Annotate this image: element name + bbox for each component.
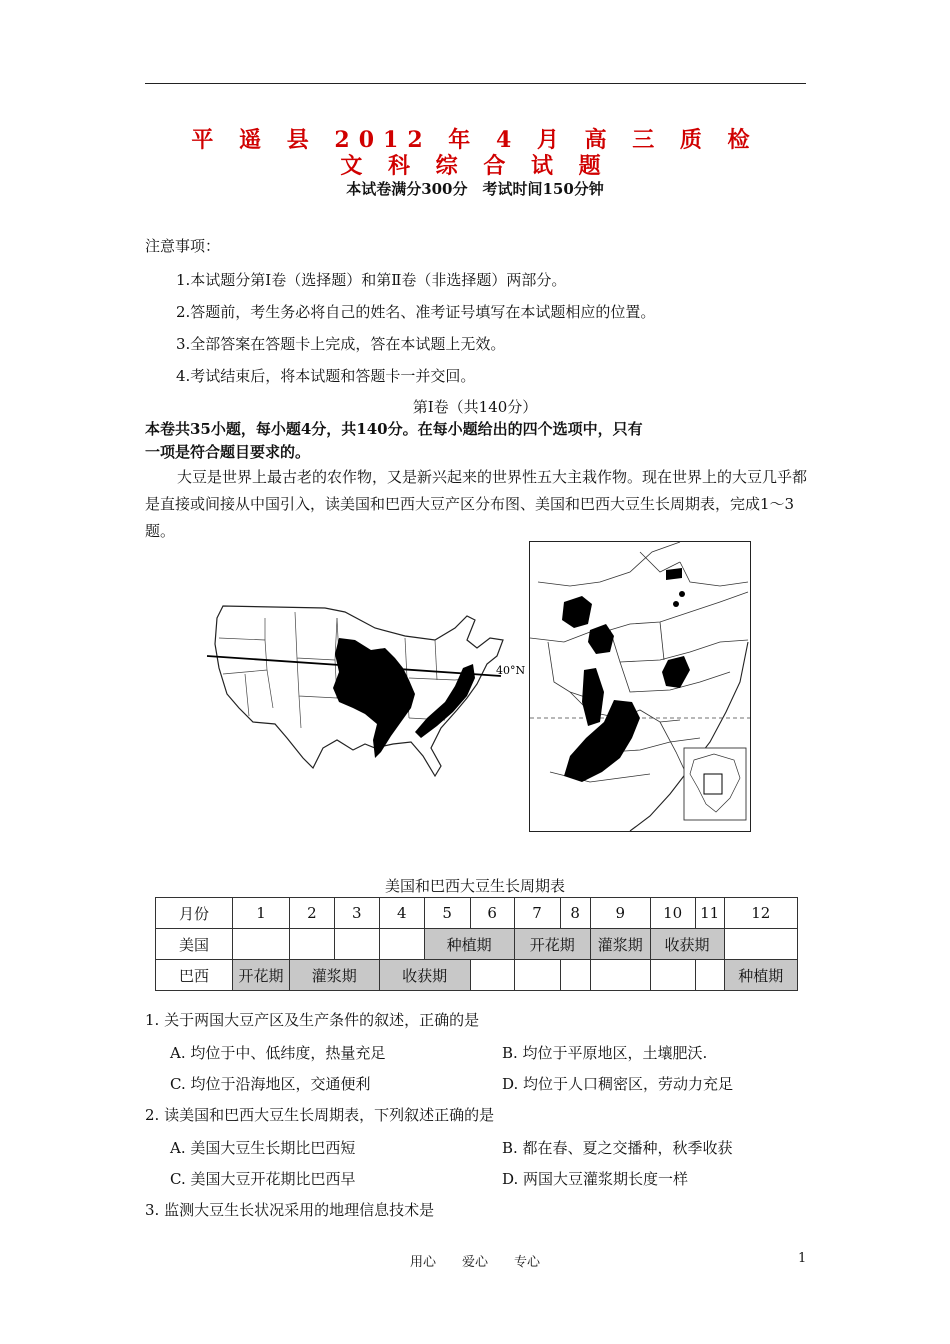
question-2-stem: 2. 读美国和巴西大豆生长周期表，下列叙述正确的是 xyxy=(145,1106,495,1124)
question-1-stem: 1. 关于两国大豆产区及生产条件的叙述，正确的是 xyxy=(145,1011,480,1029)
instruction-line1: 本卷共35小题，每小题4分，共140分。在每小题给出的四个选项中，只有 xyxy=(145,420,643,438)
section-heading: 第Ⅰ卷（共140分） xyxy=(412,398,538,416)
brazil-soy-region-1 xyxy=(562,596,592,628)
question-2-option-c: C. 美国大豆开花期比巴西早 xyxy=(170,1170,356,1188)
question-1-option-a: A. 均位于中、低纬度，热量充足 xyxy=(170,1044,386,1062)
brazil-label: 巴西 xyxy=(156,960,233,991)
notice-item-1: 1.本试题分第Ⅰ卷（选择题）和第Ⅱ卷（非选择题）两部分。 xyxy=(176,271,567,289)
question-3-stem: 3. 监测大豆生长状况采用的地理信息技术是 xyxy=(145,1201,435,1219)
month-9: 9 xyxy=(590,898,650,929)
brazil-soy-region-south-north xyxy=(582,668,604,726)
brazil-harvest: 收获期 xyxy=(379,960,470,991)
brazil-flowering: 开花期 xyxy=(233,960,290,991)
latitude-40n-label: 40°N xyxy=(496,664,525,677)
brazil-cell-empty xyxy=(514,960,560,991)
usa-planting: 种植期 xyxy=(424,929,514,960)
month-8: 8 xyxy=(560,898,590,929)
brazil-soybean-map xyxy=(529,541,751,832)
exam-title-line2: 文 科 综 合 试 题 xyxy=(340,153,610,179)
brazil-soy-region-4 xyxy=(666,568,682,580)
usa-cell-empty xyxy=(233,929,290,960)
month-3: 3 xyxy=(334,898,379,929)
month-10: 10 xyxy=(650,898,695,929)
usa-cell-empty xyxy=(289,929,334,960)
month-4: 4 xyxy=(379,898,424,929)
usa-label: 美国 xyxy=(156,929,233,960)
month-12: 12 xyxy=(724,898,797,929)
brazil-soy-dot-1 xyxy=(679,591,685,597)
brazil-cell-empty xyxy=(560,960,590,991)
header-rule xyxy=(145,83,806,84)
month-1: 1 xyxy=(233,898,290,929)
question-1-option-c: C. 均位于沿海地区，交通便利 xyxy=(170,1075,371,1093)
month-5: 5 xyxy=(424,898,470,929)
brazil-map-svg xyxy=(530,542,750,831)
usa-flowering: 开花期 xyxy=(514,929,590,960)
brazil-soy-dot-2 xyxy=(673,601,679,607)
usa-filling: 灌浆期 xyxy=(590,929,650,960)
passage: 大豆是世界上最古老的农作物，又是新兴起来的世界性五大主栽作物。现在世界上的大豆几乎都是直接或间接从中国引入，读美国和巴西大豆产区分布图、美国和巴西大豆生长周期表，完成1～3题。 xyxy=(145,468,808,540)
brazil-filling: 灌浆期 xyxy=(289,960,379,991)
question-2-option-b: B. 都在春、夏之交播种，秋季收获 xyxy=(502,1139,733,1157)
page-number: 1 xyxy=(798,1251,807,1266)
instruction-line2: 一项是符合题目要求的。 xyxy=(145,443,311,461)
notice-heading: 注意事项： xyxy=(145,237,221,255)
usa-row xyxy=(156,929,798,960)
month-7: 7 xyxy=(514,898,560,929)
usa-cell-empty xyxy=(724,929,797,960)
usa-soybean-map xyxy=(205,598,525,778)
notice-item-4: 4.考试结束后，将本试题和答题卡一并交回。 xyxy=(176,367,476,385)
usa-harvest: 收获期 xyxy=(650,929,724,960)
brazil-cell-empty xyxy=(650,960,695,991)
growth-cycle-table xyxy=(155,897,798,991)
footer-motto: 用心 爱心 专心 xyxy=(409,1255,540,1270)
notice-item-2: 2.答题前，考生务必将自己的姓名、准考证号填写在本试题相应的位置。 xyxy=(176,303,656,321)
notice-item-3: 3.全部答案在答题卡上完成，答在本试题上无效。 xyxy=(176,335,506,353)
usa-cell-empty xyxy=(379,929,424,960)
brazil-cell-empty xyxy=(470,960,514,991)
brazil-cell-empty xyxy=(590,960,650,991)
month-header: 月份 xyxy=(156,898,233,929)
exam-subtitle: 本试卷满分300分 考试时间150分钟 xyxy=(346,180,604,198)
brazil-soy-region-3 xyxy=(662,656,690,688)
month-2: 2 xyxy=(289,898,334,929)
brazil-planting: 种植期 xyxy=(724,960,797,991)
exam-title-line1: 平 遥 县 2012 年 4 月 高 三 质 检 xyxy=(191,127,759,153)
month-6: 6 xyxy=(470,898,514,929)
question-2-option-a: A. 美国大豆生长期比巴西短 xyxy=(170,1139,356,1157)
table-caption: 美国和巴西大豆生长周期表 xyxy=(384,877,565,895)
brazil-cell-empty xyxy=(695,960,724,991)
question-1-option-d: D. 均位于人口稠密区，劳动力充足 xyxy=(502,1075,734,1093)
brazil-soy-region-2 xyxy=(588,624,614,654)
question-1-option-b: B. 均位于平原地区，土壤肥沃. xyxy=(502,1044,708,1062)
brazil-row xyxy=(156,960,798,991)
question-2-option-d: D. 两国大豆灌浆期长度一样 xyxy=(502,1170,689,1188)
month-row xyxy=(156,898,798,929)
usa-cell-empty xyxy=(334,929,379,960)
month-11: 11 xyxy=(695,898,724,929)
brazil-soy-region-south xyxy=(564,700,640,782)
